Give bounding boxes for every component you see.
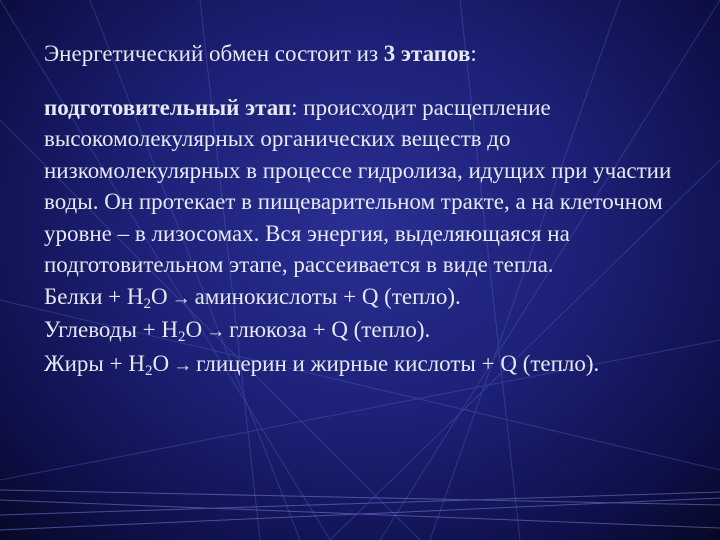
reaction-right: аминокислоты + Q (тепло).	[194, 283, 461, 309]
reaction-proteins	[44, 281, 694, 315]
reaction-right: глюкоза + Q (тепло).	[229, 317, 431, 342]
reaction-subscript: 2	[143, 295, 151, 312]
arrow-icon: →	[171, 287, 191, 309]
reaction-subscript: 2	[178, 329, 186, 345]
heading-prefix: Энергетический обмен состоит из	[44, 41, 384, 66]
reaction-carbohydrates	[44, 314, 694, 348]
reaction-left: Жиры + H	[44, 350, 145, 376]
reaction-mid: O	[150, 283, 168, 309]
slide-heading	[44, 38, 694, 70]
heading-suffix: :	[470, 41, 477, 66]
slide-content	[44, 38, 694, 381]
reaction-right: глицерин и жирные кислоты + Q (тепло).	[196, 350, 600, 376]
arrow-icon: →	[173, 354, 193, 376]
stage-paragraph	[44, 92, 694, 281]
reaction-left: Углеводы + H	[44, 317, 178, 342]
stage-description: : происходит расщепление высокомолекулярных органических веществ до низкомолекулярных в процессе гидролиза, идущих при участии воды. Он протекает в пищеварительном тракте, а на клеточном уровне – в лизосомах. Вся энергия, выделяющаяся на подготовительном этапе, рассеивается в виде тепла.	[44, 94, 672, 277]
stage-title: подготовительный этап	[44, 94, 292, 120]
reaction-fats	[44, 348, 694, 382]
heading-bold: 3 этапов	[383, 41, 471, 66]
arrow-icon: →	[206, 321, 226, 342]
reaction-subscript: 2	[144, 362, 153, 379]
reaction-mid: O	[185, 317, 203, 342]
reaction-left: Белки + H	[44, 283, 144, 309]
reaction-mid: O	[152, 350, 170, 376]
